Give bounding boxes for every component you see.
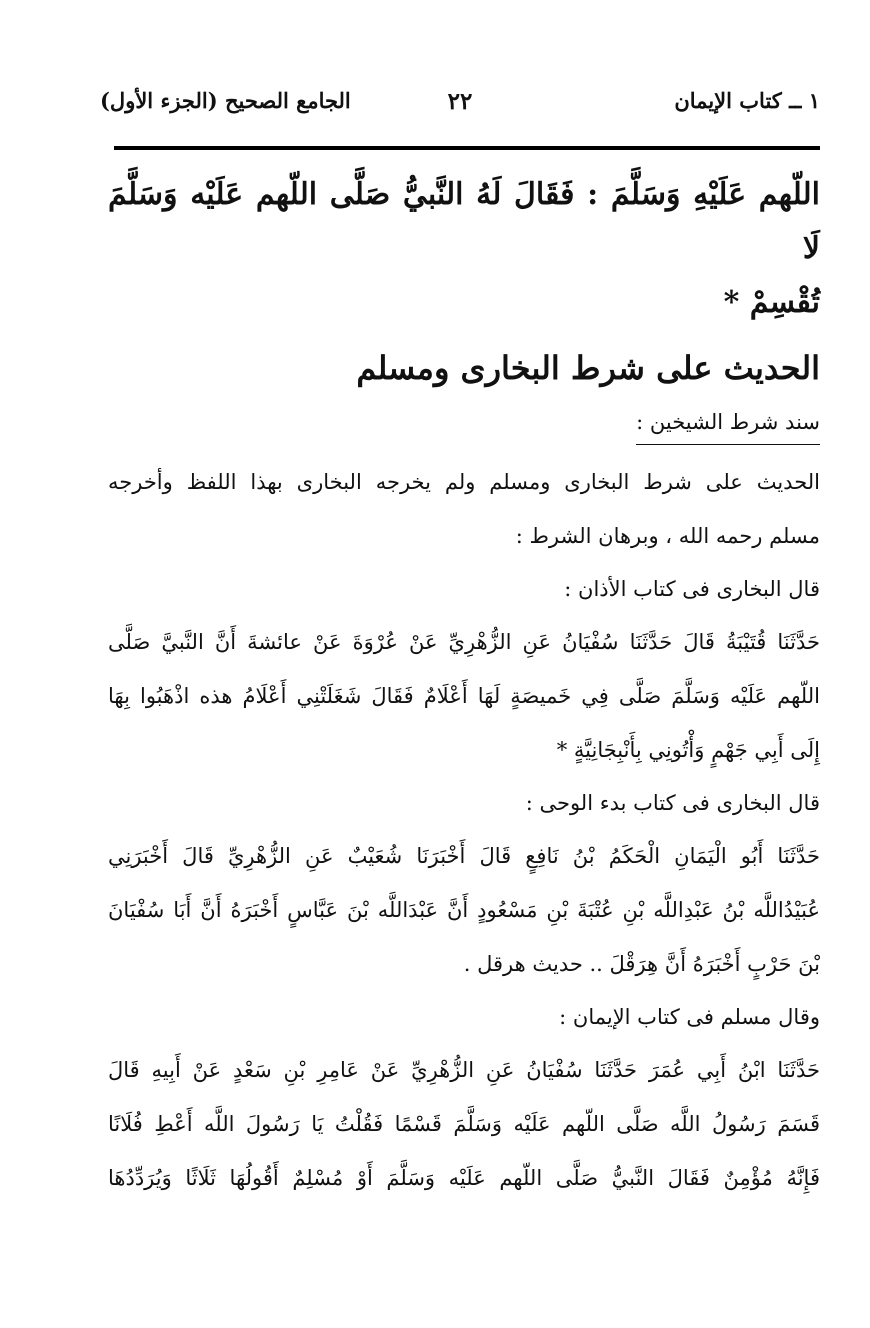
- page-body: [108, 168, 820, 1205]
- sanad-label-row: [108, 402, 820, 455]
- sanad-label: سند شرط الشيخين :: [636, 402, 820, 445]
- page-number: ٢٢: [447, 88, 473, 115]
- book-title: الجامع الصحيح (الجزء الأول): [100, 88, 351, 113]
- hadith3-line-2: قَسَمَ رَسُولُ اللَّه صَلَّى اللّهم عَلَيْه وَسَلَّمَ قَسْمًا فَقُلْتُ يَا رَسُولَ اللَّه أَعْطِ فُلَانًا: [108, 1112, 820, 1136]
- running-header: [100, 88, 820, 128]
- hadith2-line-3: بْنَ حَرْبٍ أَخْبَرَهُ أَنَّ هِرَقْلَ .. حديث هرقل .: [463, 952, 820, 976]
- quote-intro-1: قال البخارى فى كتاب الأذان :: [564, 577, 820, 601]
- hadith3-line-1: حَدَّثَنَا ابْنُ أَبِي عُمَرَ حَدَّثَنَا سُفْيَانُ عَنِ الزُّهْرِيِّ عَنْ عَامِرِ بْنِ سَعْدٍ عَنْ أَبِيهِ قَالَ: [108, 1058, 820, 1082]
- chapter-title: ١ ــ كتاب الإيمان: [674, 88, 820, 113]
- hadith2-line-2: عُبَيْدُاللَّه بْنُ عَبْدِاللَّه بْنِ عُتْبَةَ بْنِ مَسْعُودٍ أَنَّ عَبْدَاللَّه بْنَ عَبَّاسٍ أَخْبَرَهُ أَنَّ أَبَا سُفْيَانَ: [108, 898, 820, 922]
- hadith3-line-3: فَإِنَّهُ مُؤْمِنٌ فَقَالَ النَّبيُّ صَلَّى اللّهم عَلَيْه وَسَلَّمَ أَوْ مُسْلِمٌ أَقُولُهَا ثَلَاثًا وَيُرَدِّدُهَا: [108, 1166, 820, 1190]
- hadith1-line-2: اللّهم عَلَيْه وَسَلَّمَ صَلَّى فِي خَميصَةٍ لَهَا أَعْلَامٌ فَقَالَ شَغَلَتْنِي أَعْلَامُ هذه اذْهَبُوا بِهَا: [108, 684, 820, 708]
- hadith1-line-1: حَدَّثَنَا قُتَيْبَةُ قَالَ حَدَّثَنَا سُفْيَانُ عَنِ الزُّهْرِيِّ عَنْ عُرْوَةَ عَنْ عائشةَ أَنَّ النَّبيَّ صَلَّى: [108, 630, 820, 654]
- hadith2-line-1: حَدَّثَنَا أَبُو الْيَمَانِ الْحَكَمُ بْنُ نَافِعٍ قَالَ أَخْبَرَنَا شُعَيْبٌ عَنِ الزُّهْرِيِّ قَالَ أَخْبَرَنِي: [108, 844, 820, 868]
- quote-intro-2: قال البخارى فى كتاب بدء الوحى :: [525, 791, 820, 815]
- para1-line-2: مسلم رحمه الله ، وبرهان الشرط :: [515, 524, 820, 548]
- para1-line-1: الحديث على شرط البخارى ومسلم ولم يخرجه البخارى بهذا اللفظ وأخرجه: [108, 470, 820, 494]
- section-heading: الحديث على شرط البخارى ومسلم: [356, 349, 820, 387]
- intro-line-2: تُقْسِمْ *: [723, 285, 820, 320]
- header-rule: [114, 146, 820, 150]
- hadith1-line-3: إِلَى أَبِي جَهْمٍ وَأْتُونِي بِأَنْبِجَانِيَّةٍ *: [556, 738, 820, 762]
- intro-line-1: اللّهم عَلَيْهِ وَسَلَّمَ : فَقَالَ لَهُ النَّبيُّ صَلَّى اللّهم عَلَيْه وَسَلَّمَ لَا: [108, 177, 820, 266]
- quote-intro-3: وقال مسلم فى كتاب الإيمان :: [559, 1005, 820, 1029]
